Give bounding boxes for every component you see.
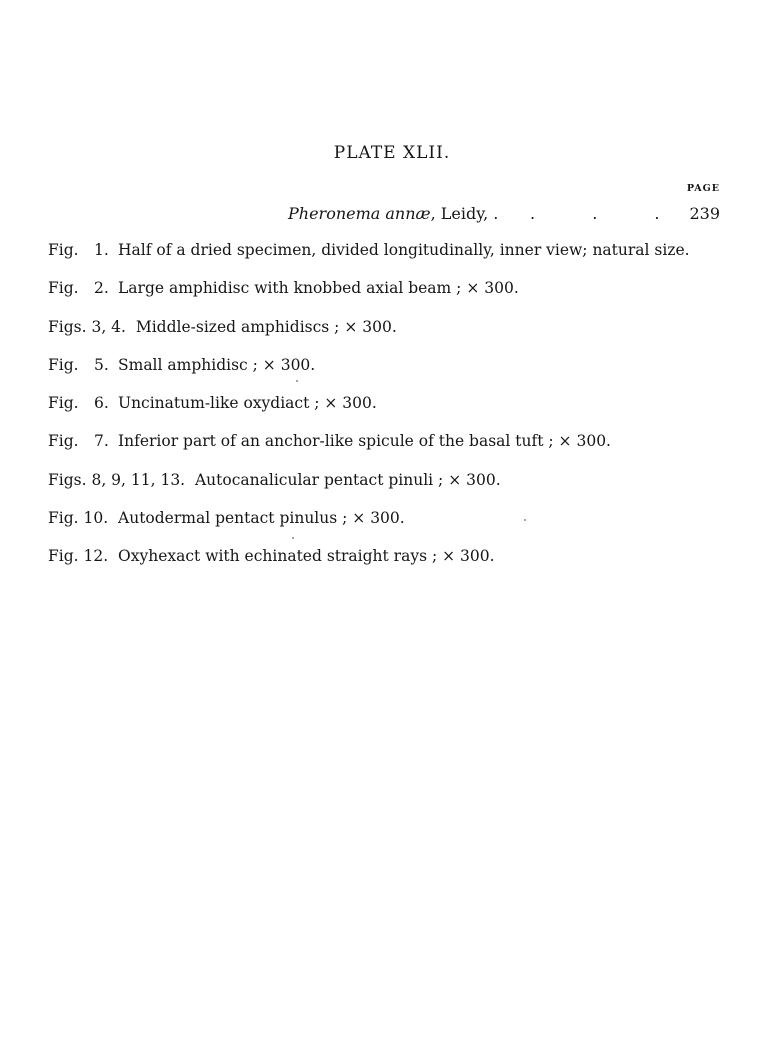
figure-description: Oxyhexact with echinated straight rays ; × 300. (118, 547, 495, 566)
figure-number: 2. (94, 279, 109, 298)
page-column-label: PAGE (686, 183, 720, 194)
species-page-number: 239 (689, 204, 720, 223)
species-name: Pheronema annæ (288, 204, 431, 223)
figure-description: Large amphidisc with knobbed axial beam ; × 300. (118, 279, 519, 298)
figure-label: Figs. (48, 470, 87, 489)
figure-description: Half of a dried specimen, divided longitudinally, inner view; natural size. (118, 241, 690, 259)
figure-description: Inferior part of an anchor-like spicule of the basal tuft ; × 300. (118, 432, 611, 451)
figure-description: Uncinatum-like oxydiact ; × 300. (118, 394, 377, 413)
figure-number: 5. (94, 355, 109, 374)
figure-entry (48, 394, 748, 432)
figure-label: Fig. (48, 394, 79, 413)
figure-number: 12. (83, 547, 109, 566)
dot-leader: . . . (530, 204, 664, 223)
figure-number: 10. (83, 509, 109, 528)
figure-entry (48, 279, 748, 317)
figure-entry (48, 509, 748, 547)
figure-entry (48, 471, 748, 509)
figure-entry (48, 356, 748, 394)
figure-entry (48, 241, 748, 279)
figure-entry (48, 547, 748, 585)
figure-description: Middle-sized amphidiscs ; × 300. (135, 317, 397, 336)
figure-entry (48, 432, 748, 470)
print-speck (296, 380, 298, 382)
figure-label: Fig. (48, 432, 79, 451)
figure-number: 1. (94, 241, 109, 259)
figure-number: 6. (94, 394, 109, 413)
figure-number: 7. (94, 432, 109, 451)
figure-label: Fig. (48, 355, 79, 374)
figure-label: Fig. (48, 241, 79, 259)
species-authority: , Leidy, . (430, 204, 499, 223)
figure-description: Autocanalicular pentact pinuli ; × 300. (194, 470, 501, 489)
figure-number: 3, 4. (91, 317, 126, 336)
figure-label: Fig. (48, 547, 79, 566)
figure-entry (48, 318, 748, 356)
figure-description: Autodermal pentact pinulus ; × 300. (118, 509, 405, 528)
figure-label: Fig. (48, 279, 79, 298)
figure-description: Small amphidisc ; × 300. (118, 355, 316, 374)
print-speck (524, 519, 526, 521)
species-entry (288, 204, 720, 223)
print-speck (292, 537, 294, 539)
figure-list (48, 241, 748, 586)
figure-number: 8, 9, 11, 13. (91, 470, 186, 489)
plate-title: PLATE XLII. (333, 143, 451, 163)
figure-label: Fig. (48, 509, 79, 528)
figure-label: Figs. (48, 317, 87, 336)
